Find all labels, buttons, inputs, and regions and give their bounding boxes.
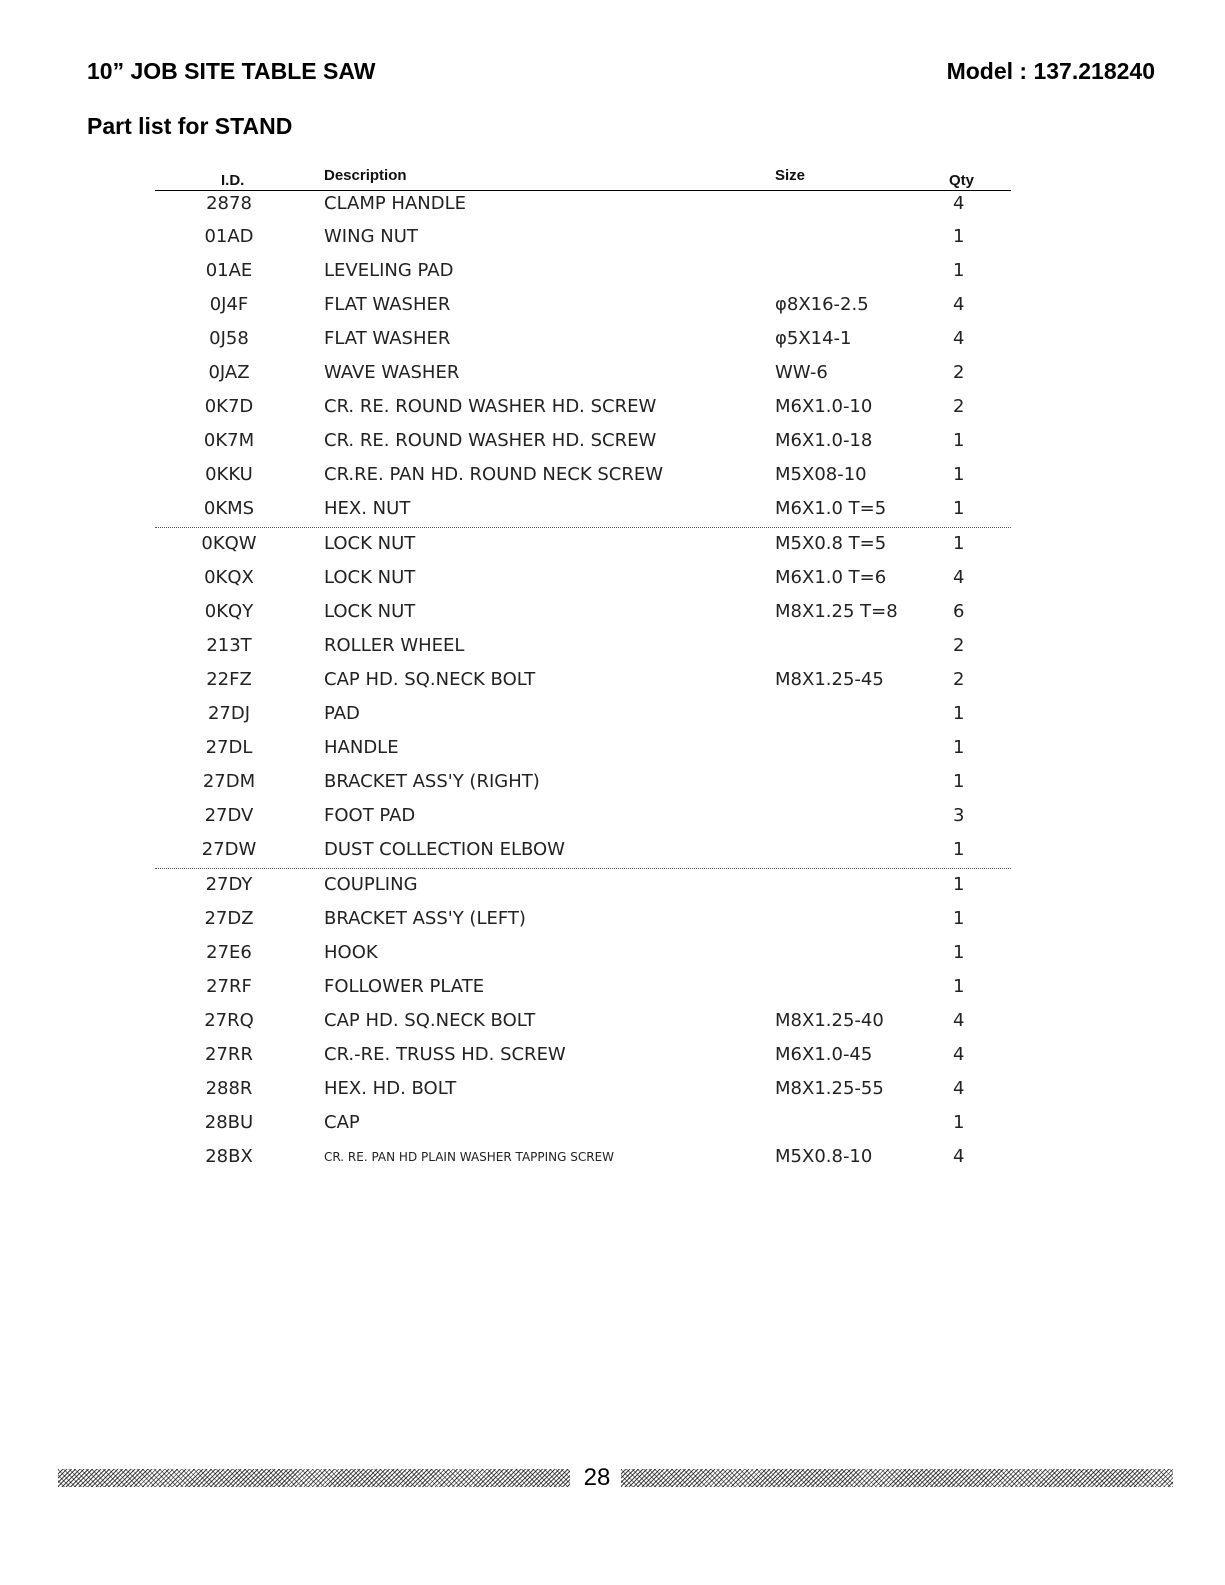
part-id: 28BU [204,1112,254,1133]
part-description: LOCK NUT [324,601,416,622]
part-description: HEX. NUT [324,498,411,519]
table-row [155,493,1011,528]
part-id: 0KKU [205,464,253,485]
part-description: CR. RE. PAN HD PLAIN WASHER TAPPING SCREW [324,1150,615,1164]
table-row [155,834,1011,869]
table-row [155,596,1011,630]
part-id: 27DY [205,874,253,895]
table-row [155,630,1011,664]
table-row [155,425,1011,459]
part-id: 27E6 [206,942,252,963]
part-qty: 1 [953,976,965,997]
part-size: M5X08-10 [775,464,867,485]
part-description: HOOK [324,942,378,963]
page-number: 28 [583,1464,611,1491]
part-description: DUST COLLECTION ELBOW [324,839,565,860]
part-id: 0K7D [204,396,254,417]
part-id: 27DV [204,805,254,826]
part-description: FOOT PAD [324,805,416,826]
part-qty: 2 [953,635,965,656]
part-id: 27DJ [207,703,251,724]
part-qty: 4 [953,1044,965,1065]
part-qty: 6 [953,601,965,622]
part-size: M5X0.8 T=5 [775,533,887,554]
part-size: M6X1.0-45 [775,1044,873,1065]
part-description: LOCK NUT [324,567,416,588]
part-size: φ5X14-1 [775,328,852,349]
table-row [155,1141,1011,1175]
part-id: 0KQW [201,533,257,554]
part-description: CAP HD. SQ.NECK BOLT [324,1010,536,1031]
part-description: CR. RE. ROUND WASHER HD. SCREW [324,396,657,417]
model-number: Model : 137.218240 [946,58,1155,84]
part-description: BRACKET ASS'Y (LEFT) [324,908,526,929]
part-qty: 1 [953,874,965,895]
part-size: WW-6 [775,362,828,383]
part-id: 22FZ [206,669,252,690]
table-row [155,391,1011,425]
part-id: 28BX [205,1146,253,1167]
table-row [155,191,1011,221]
part-description: BRACKET ASS'Y (RIGHT) [324,771,540,792]
table-row [155,562,1011,596]
part-qty: 1 [953,737,965,758]
part-id: 27DZ [204,908,254,929]
part-qty: 1 [953,260,965,281]
part-id: 288R [205,1078,253,1099]
table-row [155,459,1011,493]
part-size: M6X1.0-10 [775,396,873,417]
part-id: 27RR [205,1044,253,1065]
column-header-qty: Qty [949,172,975,189]
part-qty: 1 [953,430,965,451]
table-row [155,1107,1011,1141]
part-id: 0J4F [209,294,249,315]
part-qty: 4 [953,328,965,349]
part-id: 0J58 [209,328,249,349]
part-qty: 1 [953,942,965,963]
part-description: WAVE WASHER [324,362,460,383]
part-id: 27DM [202,771,256,792]
part-qty: 1 [953,703,965,724]
table-row [155,971,1011,1005]
part-description: CAP HD. SQ.NECK BOLT [324,669,536,690]
table-row [155,903,1011,937]
table-row [155,1073,1011,1107]
part-qty: 4 [953,1146,965,1167]
part-description: CLAMP HANDLE [324,193,467,214]
part-qty: 1 [953,498,965,519]
section-title: Part list for STAND [87,113,293,139]
part-id: 0KQX [204,567,254,588]
part-qty: 1 [953,908,965,929]
part-id: 01AD [204,226,254,247]
part-description: FOLLOWER PLATE [324,976,485,997]
page-footer [58,1461,1173,1497]
part-description: HEX. HD. BOLT [324,1078,457,1099]
part-qty: 1 [953,464,965,485]
part-id: 0JAZ [208,362,250,383]
table-row [155,732,1011,766]
column-header-id: I.D. [221,172,245,189]
part-size: φ8X16-2.5 [775,294,869,315]
part-size: M8X1.25-40 [775,1010,884,1031]
table-row [155,528,1011,562]
table-row [155,255,1011,289]
part-qty: 3 [953,805,965,826]
part-size: M8X1.25 T=8 [775,601,898,622]
part-description: CR.RE. PAN HD. ROUND NECK SCREW [324,464,664,485]
part-qty: 2 [953,669,965,690]
part-size: M5X0.8-10 [775,1146,873,1167]
part-description: FLAT WASHER [324,328,451,349]
table-row [155,357,1011,391]
table-row [155,1039,1011,1073]
part-size: M8X1.25-55 [775,1078,884,1099]
part-id: 0KQY [204,601,254,622]
part-description: FLAT WASHER [324,294,451,315]
part-id: 2878 [206,193,252,214]
part-qty: 4 [953,567,965,588]
column-header-size: Size [775,167,806,184]
footer-pattern-right [621,1469,1173,1487]
part-description: COUPLING [324,874,418,895]
table-row [155,1005,1011,1039]
part-id: 27RQ [204,1010,254,1031]
table-body [155,191,1011,1175]
table-row [155,937,1011,971]
part-description: WING NUT [324,226,418,247]
part-size: M6X1.0-18 [775,430,873,451]
part-id: 213T [206,635,252,656]
part-qty: 2 [953,396,965,417]
part-description: CAP [324,1112,360,1133]
part-description: ROLLER WHEEL [324,635,465,656]
table-row [155,698,1011,732]
table-row [155,289,1011,323]
part-id: 0KMS [203,498,255,519]
part-qty: 1 [953,1112,965,1133]
part-description: HANDLE [324,737,399,758]
part-size: M6X1.0 T=6 [775,567,887,588]
table-row [155,766,1011,800]
table-row [155,800,1011,834]
table-row [155,221,1011,255]
column-header-description: Description [324,167,407,184]
table-row [155,869,1011,903]
part-description: LOCK NUT [324,533,416,554]
part-id: 0K7M [203,430,255,451]
table-row [155,664,1011,698]
part-size: M6X1.0 T=5 [775,498,887,519]
table-row [155,323,1011,357]
part-qty: 4 [953,294,965,315]
part-qty: 1 [953,533,965,554]
part-qty: 4 [953,193,965,214]
part-qty: 2 [953,362,965,383]
part-qty: 1 [953,771,965,792]
footer-pattern-left [58,1469,570,1487]
part-id: 27DW [201,839,257,860]
part-qty: 1 [953,226,965,247]
part-qty: 4 [953,1078,965,1099]
part-size: M8X1.25-45 [775,669,884,690]
part-description: CR. RE. ROUND WASHER HD. SCREW [324,430,657,451]
part-qty: 1 [953,839,965,860]
table-header [155,164,1011,191]
part-id: 27DL [205,737,253,758]
parts-table [155,164,1011,1175]
part-id: 27RF [206,976,252,997]
part-qty: 4 [953,1010,965,1031]
part-description: CR.-RE. TRUSS HD. SCREW [324,1044,566,1065]
part-description: PAD [324,703,360,724]
document-title: 10” JOB SITE TABLE SAW [87,58,376,84]
part-id: 01AE [205,260,253,281]
part-description: LEVELING PAD [324,260,454,281]
